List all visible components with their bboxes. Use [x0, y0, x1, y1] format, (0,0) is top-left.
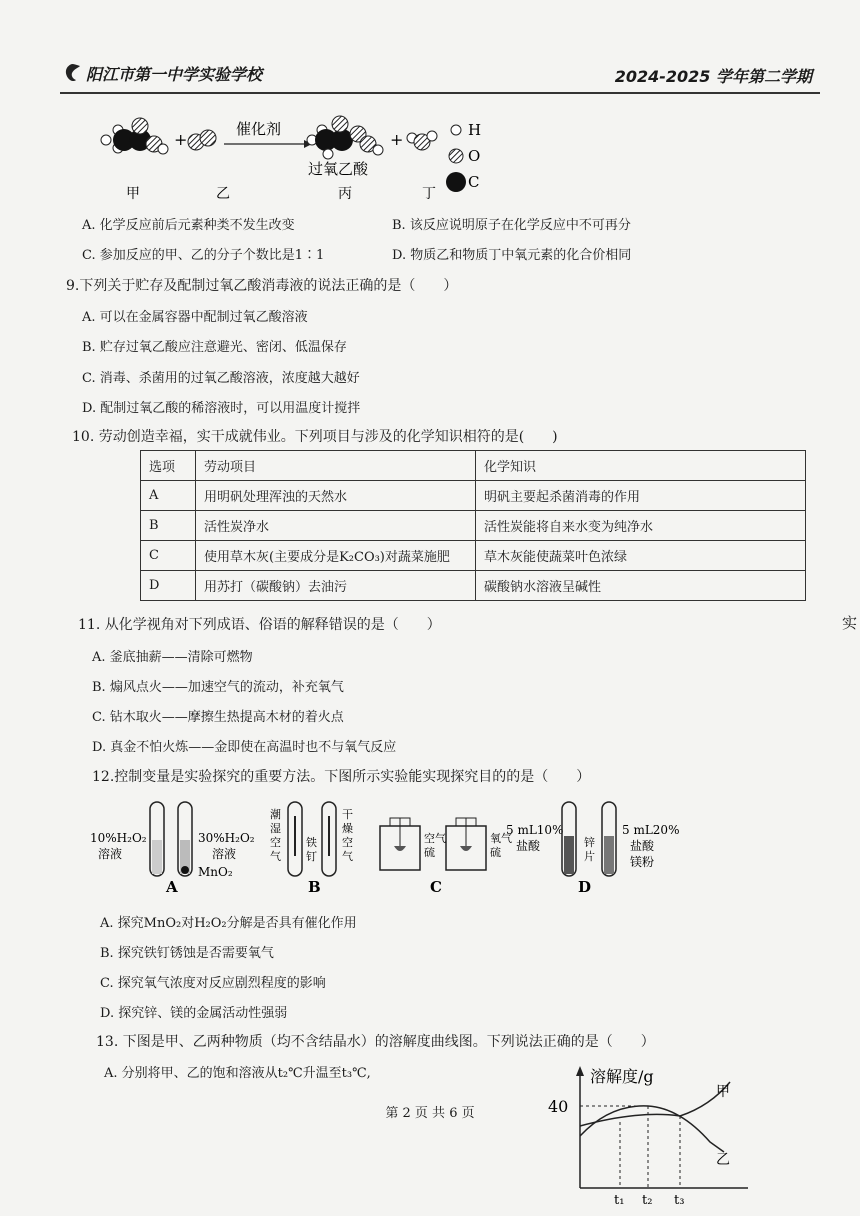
svg-text:气: 气 [342, 850, 353, 863]
svg-text:硫: 硫 [424, 846, 435, 859]
table-cell: C [141, 541, 196, 571]
q12-option-d: D. 探究锌、镁的金属活动性强弱 [100, 1006, 288, 1021]
svg-text:A: A [166, 878, 178, 896]
svg-text:30%H₂O₂: 30%H₂O₂ [198, 831, 255, 845]
table-cell: B [141, 511, 196, 541]
svg-text:B: B [308, 878, 321, 896]
table-row [141, 571, 806, 601]
y-axis-label: 溶解度/g [590, 1067, 654, 1086]
svg-text:C: C [468, 173, 480, 191]
table-row [141, 541, 806, 571]
page-number: 第 2 页 共 6 页 [385, 1106, 475, 1121]
svg-text:溶液: 溶液 [98, 847, 123, 861]
hydrogen-atom-icon [451, 125, 461, 135]
svg-text:5 mL10%: 5 mL10% [506, 823, 564, 837]
carbon-atom-icon [446, 172, 466, 192]
svg-text:湿: 湿 [270, 822, 281, 835]
q9-option-b: B. 贮存过氧乙酸应注意避光、密闭、低温保存 [82, 340, 347, 355]
school-logo-icon [62, 62, 82, 88]
experiment-b [270, 802, 353, 896]
svg-text:甲: 甲 [126, 186, 140, 202]
svg-text:丙: 丙 [338, 186, 352, 202]
svg-text:+: + [390, 130, 404, 149]
svg-text:空气: 空气 [424, 832, 446, 845]
table-row [141, 511, 806, 541]
table-cell: 活性炭能将自来水变为纯净水 [476, 511, 806, 541]
reaction-diagram [96, 112, 516, 206]
catalyst-label: 催化剂 [236, 120, 282, 138]
header-divider [60, 92, 820, 94]
q12-experiment-figure [90, 796, 700, 900]
table-cell: 草木灰能使蔬菜叶色浓绿 [476, 541, 806, 571]
molecule-jia [101, 118, 168, 154]
svg-text:盐酸: 盐酸 [516, 839, 541, 853]
svg-text:空: 空 [342, 836, 353, 849]
svg-text:丁: 丁 [422, 186, 436, 202]
x-tick-t2: t₂ [642, 1193, 653, 1208]
svg-text:燥: 燥 [342, 822, 353, 835]
table-cell: 活性炭净水 [196, 511, 476, 541]
table-header-cell: 化学知识 [476, 451, 806, 481]
q12-stem: 12.控制变量是实验探究的重要方法。下图所示实验能实现探究目的的是（ ） [92, 769, 591, 785]
x-tick-t3: t₃ [674, 1193, 685, 1208]
svg-text:10%H₂O₂: 10%H₂O₂ [90, 831, 147, 845]
series-yi-label: 乙 [716, 1152, 730, 1168]
q11-option-d: D. 真金不怕火炼——金即使在高温时也不与氧气反应 [92, 740, 397, 755]
svg-text:MnO₂: MnO₂ [198, 865, 233, 879]
svg-text:锌: 锌 [584, 836, 595, 849]
svg-text:铁: 铁 [306, 836, 317, 849]
q13-option-a: A. 分别将甲、乙的饱和溶液从t₂℃升温至t₃℃, [104, 1066, 371, 1081]
svg-text:硫: 硫 [490, 846, 501, 859]
svg-text:+: + [174, 130, 188, 149]
q9-option-d: D. 配制过氧乙酸的稀溶液时，可以用温度计搅拌 [82, 401, 361, 416]
school-name: 阳江市第一中学实验学校 [86, 65, 263, 84]
table-cell: A [141, 481, 196, 511]
svg-text:潮: 潮 [270, 808, 281, 821]
table-row [141, 481, 806, 511]
q8-option-d: D. 物质乙和物质丁中氧元素的化合价相同 [392, 248, 632, 263]
molecule-bing [307, 116, 383, 159]
edge-glyph: 实 [842, 614, 858, 632]
molecule-ding [407, 131, 437, 150]
q9-stem: 9.下列关于贮存及配制过氧乙酸消毒液的说法正确的是（ ） [66, 278, 458, 294]
table-header-cell: 选项 [141, 451, 196, 481]
table-cell: 用明矾处理浑浊的天然水 [196, 481, 476, 511]
series-jia-label: 甲 [716, 1084, 730, 1100]
q8-option-b: B. 该反应说明原子在化学反应中不可再分 [392, 218, 631, 233]
svg-text:氧气: 氧气 [490, 832, 512, 845]
q12-option-c: C. 探究氧气浓度对反应剧烈程度的影响 [100, 976, 326, 991]
svg-text:溶液: 溶液 [212, 847, 237, 861]
q10-table [140, 450, 806, 601]
svg-text:O: O [468, 147, 481, 165]
q11-stem: 11. 从化学视角对下列成语、俗语的解释错误的是（ ） [78, 617, 441, 633]
y-tick-40: 40 [548, 1097, 569, 1116]
molecule-yi [188, 130, 216, 150]
q8-option-c: C. 参加反应的甲、乙的分子个数比是1∶1 [82, 248, 325, 263]
atom-legend [446, 121, 481, 192]
q9-option-a: A. 可以在金属容器中配制过氧乙酸溶液 [82, 310, 308, 325]
x-tick-t1: t₁ [614, 1193, 625, 1208]
svg-text:片: 片 [584, 850, 595, 863]
experiment-c [380, 818, 512, 896]
q12-option-a: A. 探究MnO₂对H₂O₂分解是否具有催化作用 [100, 916, 357, 931]
q11-option-a: A. 釜底抽薪——清除可燃物 [92, 650, 253, 665]
svg-text:气: 气 [270, 850, 281, 863]
q11-option-c: C. 钻木取火——摩擦生热提高木材的着火点 [92, 710, 344, 725]
svg-text:钉: 钉 [306, 850, 317, 863]
svg-text:镁粉: 镁粉 [630, 855, 655, 869]
q11-option-b: B. 煽风点火——加速空气的流动，补充氧气 [92, 680, 344, 695]
experiment-d [506, 802, 679, 896]
table-cell: 使用草木灰(主要成分是K₂CO₃)对蔬菜施肥 [196, 541, 476, 571]
oxygen-atom-icon [449, 149, 463, 163]
q13-stem: 13. 下图是甲、乙两种物质（均不含结晶水）的溶解度曲线图。下列说法正确的是（ ） [96, 1034, 655, 1050]
solubility-chart [540, 1060, 760, 1214]
q9-option-c: C. 消毒、杀菌用的过氧乙酸溶液，浓度越大越好 [82, 371, 360, 386]
svg-text:C: C [430, 878, 442, 896]
svg-text:5 mL20%: 5 mL20% [622, 823, 680, 837]
product-name: 过氧乙酸 [308, 160, 369, 178]
table-header-row [141, 451, 806, 481]
q12-option-b: B. 探究铁钉锈蚀是否需要氧气 [100, 946, 274, 961]
table-cell: 用苏打（碳酸钠）去油污 [196, 571, 476, 601]
svg-text:乙: 乙 [216, 186, 230, 202]
table-cell: 碳酸钠水溶液呈碱性 [476, 571, 806, 601]
q8-option-a: A. 化学反应前后元素种类不发生改变 [82, 218, 295, 233]
svg-text:D: D [578, 878, 592, 896]
table-cell: D [141, 571, 196, 601]
term-label: 2024-2025 学年第二学期 [614, 67, 812, 86]
svg-text:H: H [468, 121, 482, 139]
svg-text:干: 干 [342, 808, 353, 821]
q10-stem: 10. 劳动创造幸福，实干成就伟业。下列项目与涉及的化学知识相符的是( ) [72, 429, 558, 445]
experiment-a [90, 802, 255, 896]
svg-text:空: 空 [270, 836, 281, 849]
table-cell: 明矾主要起杀菌消毒的作用 [476, 481, 806, 511]
table-header-cell: 劳动项目 [196, 451, 476, 481]
svg-text:盐酸: 盐酸 [630, 839, 655, 853]
